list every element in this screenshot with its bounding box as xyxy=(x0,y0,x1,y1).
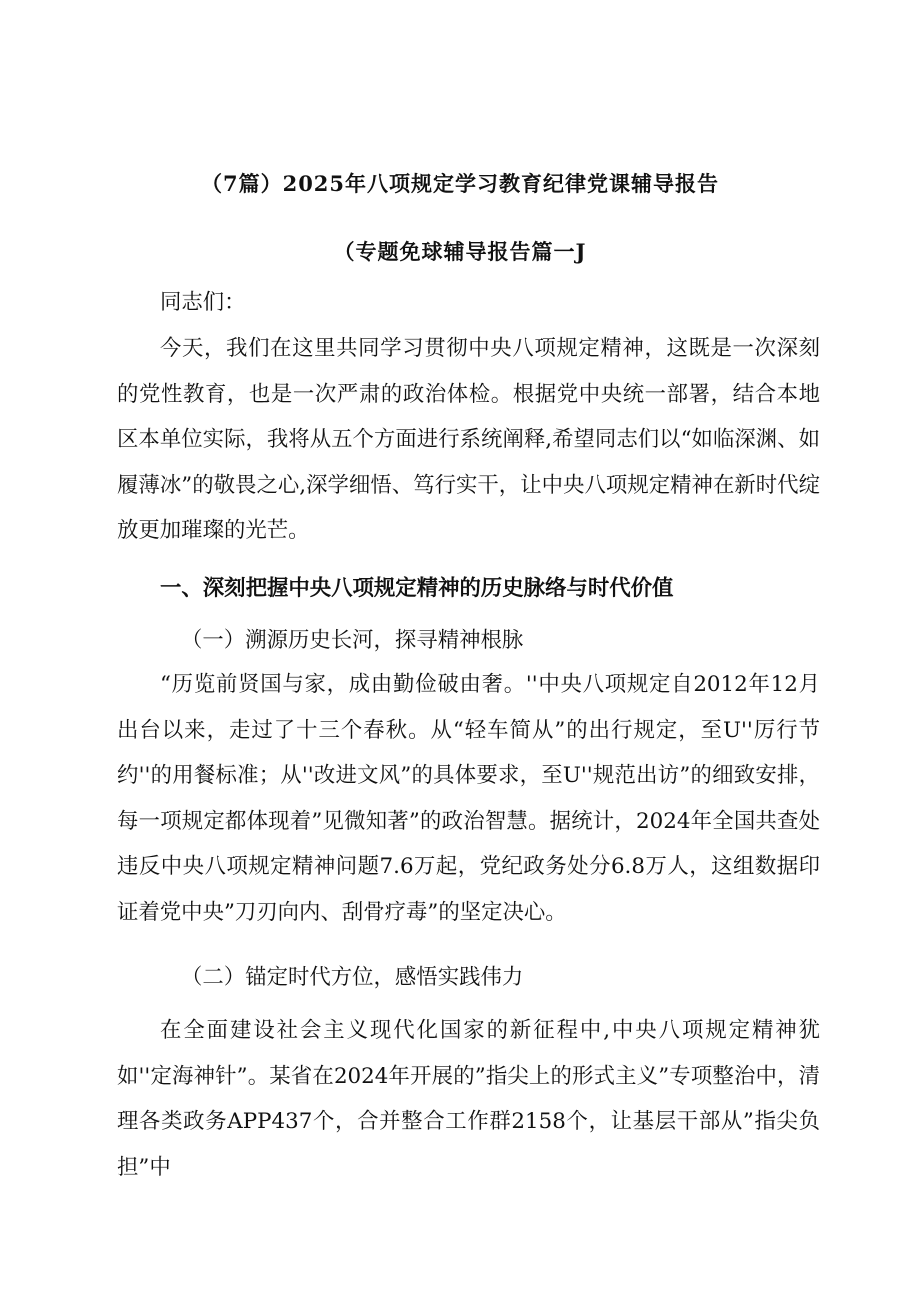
document-title: （7篇）2025年八项规定学习教育纪律党课辅导报告 xyxy=(200,171,720,196)
section-heading-1: 一、深刻把握中央八项规定精神的历史脉络与时代价值 xyxy=(160,576,674,601)
subsection-heading-2: （二）锚定时代方位，感悟实践伟力 xyxy=(181,965,524,990)
intro-paragraph xyxy=(117,326,820,554)
history-paragraph-text: “历览前贤国与家，成由勤俭破由奢。''中央八项规定自2012年12月出台以来，走过了十三个春秋。从“轻车简从”的出行规定，至U''厉行节约''的用餐标准；从''改进文风”的具体要求，至U''规范出访”的细致安排，每一项规定都体现着”见微知著”的政治智慧。据统计，2024年全国共查处违反中央八项规定精神问题7.6万起，党纪政务处分6.8万人，这组数据印证着党中央”刀刃向内、刮骨疗毒”的坚定决心。 xyxy=(117,672,820,925)
intro-paragraph-text: 今天，我们在这里共同学习贯彻中央八项规定精神，这既是一次深刻的党性教育，也是一次严肃的政治体检。根据党中央统一部署，结合本地区本单位实际，我将从五个方面进行系统阐释,希望同志们以“如临深渊、如履薄冰”的敬畏之心,深学细悟、笃行实干，让中央八项规定精神在新时代绽放更加璀璨的光芒。 xyxy=(117,336,820,544)
subsection-heading-1: （一）溯源历史长河，探寻精神根脉 xyxy=(181,628,524,653)
practice-paragraph-text: 在全面建设社会主义现代化国家的新征程中,中央八项规定精神犹如''定海神针”。某省在2024年开展的”指尖上的形式主义”专项整治中，清理各类政务APP437个，合并整合工作群2158个，让基层干部从”指尖负担”中 xyxy=(117,1018,820,1180)
practice-paragraph xyxy=(117,1008,820,1190)
greeting: 同志们： xyxy=(160,290,246,315)
document-subtitle: （专题免球辅导报告篇一J xyxy=(333,239,587,264)
history-paragraph xyxy=(117,662,820,936)
